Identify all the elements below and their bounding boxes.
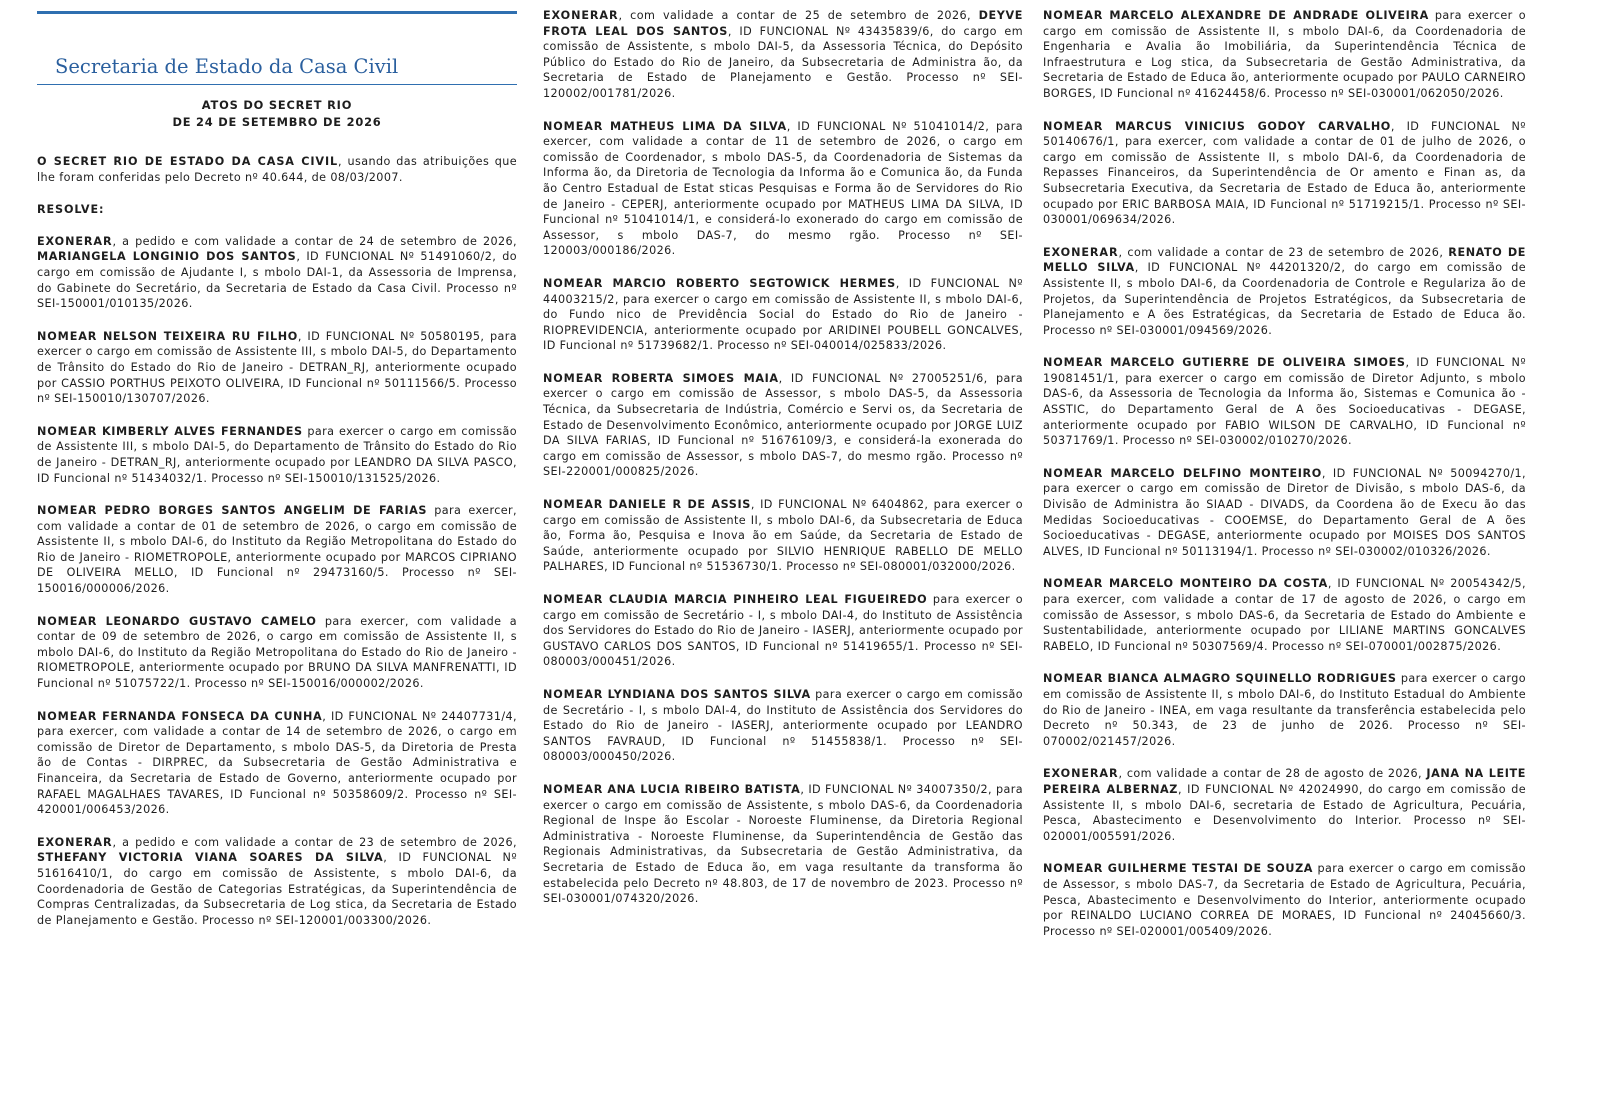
act-paragraph bbox=[543, 371, 1023, 480]
act-preamble: , a pedido e com validade a contar de 24 de setembro de 2026, bbox=[112, 234, 517, 248]
act-text: , ID FUNCIONAL Nº 51041014/2, para exercer, com validade a contar de 11 de setembro de 2026, o cargo em comissão de Coordenador, s mbolo DAS-5, da Coordenadoria de Sistemas da Informa ão, da Diretoria de Tecnologia da Informa ão e Comunica ão, da Funda ão Centro Estadual de Estat sticas Pesquisas e Forma ão de Servidores do Rio de Janeiro - CEPERJ, anteriormente ocupado por MATHEUS LIMA DA SILVA, ID Funcional nº 51041014/1, e considerá-lo exonerado do cargo em comissão de Assessor, s mbolo DAS-7, do mesmo rgão. Processo nº SEI-120003/000186/2026. bbox=[543, 119, 1023, 258]
act-verb: NOMEAR bbox=[543, 782, 604, 796]
act-text: , ID FUNCIONAL Nº 51491060/2, do cargo em comissão de Ajudante I, s mbolo DAI-1, da Assessoria de Imprensa, do Gabinete do Secretário, da Secretaria de Estado da Casa Civil. Processo nº SEI-150001/010135/2026. bbox=[37, 250, 517, 311]
act-person-name: MARCELO GUTIERRE DE OLIVEIRA SIMOES bbox=[1110, 356, 1406, 370]
acts-list-column-3 bbox=[1043, 8, 1526, 939]
act-preamble: , com validade a contar de 23 de setembro de 2026, bbox=[1118, 245, 1449, 259]
act-verb: EXONERAR bbox=[1043, 767, 1119, 781]
act-paragraph bbox=[543, 276, 1023, 354]
act-verb: NOMEAR bbox=[1043, 672, 1104, 686]
act-text: , ID FUNCIONAL Nº 44201320/2, do cargo em comissão de Assistente II, s mbolo DAI-6, da Coordenadoria de Controle e Regulariza ão de Projetos, da Superintendência de Projetos Estratégicos, da Subsecretaria de Planejamento e A ões Estratégicas, da Secretaria de Estado de Educa ão. Processo nº SEI-030001/094569/2026. bbox=[1043, 261, 1526, 337]
act-person-name: DEYVE FROTA LEAL DOS SANTOS bbox=[543, 9, 1023, 38]
act-person-name: ROBERTA SIMOES MAIA bbox=[611, 371, 779, 385]
act-person-name: RENATO DE MELLO SILVA bbox=[1043, 245, 1527, 275]
act-verb: NOMEAR bbox=[1043, 119, 1104, 133]
act-person-name: NELSON TEIXEIRA RU FILHO bbox=[102, 329, 298, 343]
act-person-name: GUILHERME TESTAI DE SOUZA bbox=[1107, 862, 1314, 876]
intro-text: , usando das atribuições que lhe foram conferidas pelo Decreto nº 40.644, de 08/03/2007. bbox=[37, 155, 517, 184]
act-text: para exercer o cargo em comissão de Secretário - I, s mbolo DAI-4, do Instituto de Assistência dos Servidores do Estado do Rio de Janeiro - IASERJ, anteriormente ocupado por LEANDRO SANTOS FAVRAUD, ID Funcional nº 51455838/1. Processo nº SEI-080003/000450/2026. bbox=[543, 687, 1023, 764]
acts-list-column-2 bbox=[543, 8, 1023, 907]
act-person-name: LYNDIANA DOS SANTOS SILVA bbox=[607, 687, 811, 701]
act-text: , ID FUNCIONAL Nº 20054342/5, para exercer, com validade a contar de 17 de agosto de 2026, o cargo em comissão de Assessor, s mbolo DAS-6, da Secretaria de Estado do Ambiente e Sustentabilidade, anteriormente ocupado por LILIANE MARTINS GONCALVES RABELO, ID Funcional nº 50307569/4. Processo nº SEI-070001/002875/2026. bbox=[1043, 577, 1526, 653]
act-paragraph bbox=[543, 592, 1023, 670]
act-verb: EXONERAR bbox=[543, 9, 619, 22]
act-preamble bbox=[97, 615, 105, 628]
act-text: , ID FUNCIONAL Nº 42024990, do cargo em comissão de Assistente II, s mbolo DAI-6, secretaria de Estado de Agricultura, Pecuária, Pesca, Abastecimento e Desenvolvimento do Interior. Processo nº SEI-020001/005591/2026. bbox=[1043, 782, 1526, 843]
act-person-name: KIMBERLY ALVES FERNANDES bbox=[101, 424, 303, 438]
act-paragraph bbox=[1043, 766, 1526, 844]
act-text: , ID FUNCIONAL Nº 27005251/6, para exercer o cargo em comissão de Assessor, s mbolo DAS-5, da Assessoria Técnica, da Subsecretaria de Indústria, Comércio e Servi os, da Secretaria de Estado de Desenvolvimento Econômico, anteriormente ocupado por JORGE LUIZ DA SILVA FARIAS, ID Funcional nº 51676109/3, e considerá-la exonerada do cargo em comissão de Assessor, s mbolo DAS-7, do mesmo rgão. Processo nº SEI-220001/000825/2026. bbox=[543, 371, 1023, 479]
act-verb: NOMEAR bbox=[543, 119, 604, 133]
act-paragraph bbox=[37, 709, 517, 818]
act-paragraph bbox=[37, 614, 517, 692]
act-person-name: DANIELE R DE ASSIS bbox=[608, 498, 751, 512]
act-paragraph bbox=[37, 424, 517, 486]
act-verb: NOMEAR bbox=[1043, 466, 1104, 480]
act-paragraph bbox=[543, 8, 1023, 102]
act-verb: NOMEAR bbox=[1043, 577, 1104, 591]
act-person-name: CLAUDIA MARCIA PINHEIRO LEAL FIGUEIREDO bbox=[608, 593, 928, 606]
act-verb: NOMEAR bbox=[543, 371, 604, 385]
act-text: , ID FUNCIONAL Nº 50580195, para exercer o cargo em comissão de Assistente III, s mbolo DAI-5, do Departamento de Trânsito do Estado do Rio de Janeiro - DETRAN_RJ, anteriormente ocupado por CASSIO PORTHUS PEIXOTO OLIVEIRA, ID Funcional nº 50111566/5. Processo nº SEI-150010/130707/2026. bbox=[37, 329, 517, 406]
act-paragraph bbox=[1043, 861, 1526, 939]
act-person-name: FERNANDA FONSECA DA CUNHA bbox=[102, 709, 323, 723]
intro-paragraph bbox=[37, 154, 517, 185]
act-paragraph bbox=[1043, 355, 1526, 449]
column-1 bbox=[37, 8, 517, 945]
act-person-name: ANA LUCIA RIBEIRO BATISTA bbox=[607, 782, 801, 796]
act-person-name: MATHEUS LIMA DA SILVA bbox=[610, 119, 787, 133]
act-paragraph bbox=[1043, 671, 1526, 749]
act-person-name: MARCELO MONTEIRO DA COSTA bbox=[1108, 577, 1328, 591]
act-person-name: MARCELO ALEXANDRE DE ANDRADE OLIVEIRA bbox=[1109, 9, 1429, 22]
act-paragraph bbox=[543, 119, 1023, 259]
act-person-name: MARIANGELA LONGINIO DOS SANTOS bbox=[37, 250, 297, 264]
act-text: para exercer o cargo em comissão de Assistente III, s mbolo DAI-5, do Departamento de Trânsito do Estado do Rio de Janeiro - DETRAN_RJ, anteriormente ocupado por LEANDRO DA SILVA PASCO, ID Funcional nº 51434032/1. Processo nº SEI-150010/131525/2026. bbox=[37, 424, 517, 485]
top-rule bbox=[37, 11, 517, 14]
act-verb: NOMEAR bbox=[37, 709, 98, 723]
act-text: , ID FUNCIONAL Nº 51616410/1, do cargo em comissão de Assistente, s mbolo DAI-6, da Coordenadoria de Gestão de Categorias Estratégicas, da Superintendência de Compras Centralizadas, da Subsecretaria de Log stica, da Secretaria de Estado de Planejamento e Gestão. Processo nº SEI-120001/003300/2026. bbox=[37, 851, 517, 927]
act-text: , ID FUNCIONAL Nº 43435839/6, do cargo em comissão de Assistente, s mbolo DAI-5, da Assessoria Técnica, do Depósito Público do Estado do Rio de Janeiro, da Subsecretaria de Administra ão, da Secretaria de Estado de Planejamento e Gestão. Processo nº SEI-120002/001781/2026. bbox=[543, 24, 1023, 100]
act-person-name: STHEFANY VICTORIA VIANA SOARES DA SILVA bbox=[37, 851, 384, 865]
act-verb: EXONERAR bbox=[37, 835, 113, 849]
act-person-name: PEDRO BORGES SANTOS ANGELIM DE FARIAS bbox=[104, 504, 428, 518]
act-text: , ID FUNCIONAL Nº 34007350/2, para exercer o cargo em comissão de Assistente, s mbolo DAS-6, da Coordenadoria Regional de Inspe ão Escolar - Noroeste Fluminense, da Diretoria Regional Administrativa - Noroeste Fluminense, da Superintendência de Gestão das Regionais Administrativas, da Subsecretaria de Gestão Administrativa, da Secretaria de Estado de Educa ão, em vaga resultante da transforma ão estabelecida pelo Decreto nº 48.803, de 17 de novembro de 2023. Processo nº SEI-030001/074320/2026. bbox=[543, 782, 1023, 906]
act-paragraph bbox=[37, 329, 517, 407]
act-verb: NOMEAR bbox=[37, 614, 98, 628]
act-text: , ID FUNCIONAL Nº 6404862, para exercer o cargo em comissão de Assistente II, s mbolo DAI-6, da Subsecretaria de Educa ão, Forma ão, Pesquisa e Inova ão em Saúde, da Secretaria de Estado de Saúde, anteriormente ocupado por SILVIO HENRIQUE RABELLO DE MELLO PALHARES, ID Funcional nº 51536730/1. Processo nº SEI-080001/032000/2026. bbox=[543, 498, 1023, 574]
act-verb: NOMEAR bbox=[543, 687, 604, 701]
section-title: Secretaria de Estado da Casa Civil bbox=[55, 55, 399, 78]
act-paragraph bbox=[37, 234, 517, 312]
act-paragraph bbox=[37, 835, 517, 929]
act-text: para exercer o cargo em comissão de Assessor, s mbolo DAS-7, da Secretaria de Estado de Agricultura, Pecuária, Pesca, Abastecimento e Desenvolvimento do Interior, anteriormente ocupado por REINALDO LUCIANO CORREA DE MORAES, ID Funcional nº 24045660/3. Processo nº SEI-020001/005409/2026. bbox=[1043, 862, 1527, 938]
act-verb: NOMEAR bbox=[543, 498, 604, 512]
act-person-name: JANA NA LEITE PEREIRA ALBERNAZ bbox=[1043, 767, 1526, 796]
act-preamble bbox=[1103, 120, 1115, 133]
act-verb: NOMEAR bbox=[1043, 356, 1104, 370]
act-verb: EXONERAR bbox=[1043, 245, 1119, 259]
column-3 bbox=[1043, 8, 1526, 956]
intro-subject: O SECRET RIO DE ESTADO DA CASA CIVIL bbox=[37, 155, 339, 168]
act-verb: NOMEAR bbox=[543, 593, 604, 606]
act-person-name: MARCUS VINICIUS GODOY CARVALHO bbox=[1115, 119, 1391, 133]
act-text: , ID FUNCIONAL Nº 50094270/1, para exercer o cargo em comissão de Diretor de Divisão, s mbolo DAS-6, da Divisão de Administra ão SIAAD - DIVADS, da Coordena ão de Execu ão das Medidas Socioeducativas - COOEMSE, do Departamento Geral de A ões Socioeducativas - DEGASE, anteriormente ocupado por MOISES DOS SANTOS ALVES, ID Funcional nº 50113194/1. Processo nº SEI-030002/010326/2026. bbox=[1043, 466, 1526, 558]
act-text: , ID FUNCIONAL Nº 19081451/1, para exercer o cargo em comissão de Diretor Adjunto, s mbolo DAS-6, da Assessoria de Tecnologia da Informa ão, Sistemas e Comunica ão - ASSTIC, do Departamento Geral de A ões Socioeducativas - DEGASE, anteriormente ocupado por FABIO WILSON DE CARVALHO, ID Funcional nº 50371769/1. Processo nº SEI-030002/010270/2026. bbox=[1043, 356, 1526, 448]
act-paragraph bbox=[1043, 119, 1526, 228]
act-text: para exercer, com validade a contar de 01 de setembro de 2026, o cargo em comissão de Assistente II, s mbolo DAI-6, do Instituto da Região Metropolitana do Estado do Rio de Janeiro - RIOMETROPOLE, anteriormente ocupado por MARCOS CIPRIANO DE OLIVEIRA MELLO, ID Funcional nº 29473160/5. Processo nº SEI-150016/000006/2026. bbox=[37, 504, 517, 596]
title-rule bbox=[37, 84, 517, 85]
act-text: para exercer o cargo em comissão de Secretário - I, s mbolo DAI-4, do Instituto de Assistência dos Servidores do Estado do Rio de Janeiro - IASERJ, anteriormente ocupado por GUSTAVO CARLOS DOS SANTOS, ID Funcional nº 51419655/1. Processo nº SEI-080003/000451/2026. bbox=[543, 593, 1023, 669]
act-verb: NOMEAR bbox=[37, 329, 98, 343]
act-person-name: MARCELO DELFINO MONTEIRO bbox=[1110, 466, 1322, 480]
act-paragraph bbox=[1043, 466, 1526, 560]
act-verb: NOMEAR bbox=[37, 504, 98, 518]
act-verb: EXONERAR bbox=[37, 234, 113, 248]
act-preamble: , a pedido e com validade a contar de 23 de setembro de 2026, bbox=[112, 835, 517, 849]
resolve-label: RESOLVE: bbox=[37, 203, 105, 217]
act-preamble: , com validade a contar de 25 de setembro de 2026, bbox=[618, 9, 979, 22]
act-text: para exercer, com validade a contar de 09 de setembro de 2026, o cargo em comissão de Assistente II, s mbolo DAI-6, do Instituto da Região Metropolitana do Estado do Rio de Janeiro - RIOMETROPOLE, anteriormente ocupado por BRUNO DA SILVA MANFRENATTI, ID Funcional nº 51075722/1. Processo nº SEI-150016/000002/2026. bbox=[37, 614, 517, 691]
act-person-name: BIANCA ALMAGRO SQUINELLO RODRIGUES bbox=[1107, 672, 1397, 686]
act-text: , ID FUNCIONAL Nº 24407731/4, para exercer, com validade a contar de 14 de setembro de 2026, o cargo em comissão de Diretor de Departamento, s mbolo DAS-5, da Diretoria de Presta ão de Contas - DIRPREC, da Subsecretaria de Gestão Administrativa e Financeira, da Secretaria de Estado de Governo, anteriormente ocupado por RAFAEL MAGALHAES TAVARES, ID Funcional nº 50358609/2. Processo nº SEI-420001/006453/2026. bbox=[37, 709, 517, 817]
act-preamble: , com validade a contar de 28 de agosto de 2026, bbox=[1118, 767, 1427, 781]
act-paragraph bbox=[543, 497, 1023, 575]
act-paragraph bbox=[37, 503, 517, 597]
act-person-name: MARCIO ROBERTO SEGTOWICK HERMES bbox=[612, 276, 896, 290]
acts-list-column-1 bbox=[37, 234, 517, 929]
act-paragraph bbox=[1043, 576, 1526, 654]
act-verb: NOMEAR bbox=[1043, 9, 1104, 22]
act-preamble bbox=[603, 372, 611, 385]
acts-heading-line-2: DE 24 DE SETEMBRO DE 2026 bbox=[172, 115, 382, 129]
act-verb: NOMEAR bbox=[37, 424, 98, 438]
act-verb: NOMEAR bbox=[543, 276, 604, 290]
act-person-name: LEONARDO GUSTAVO CAMELO bbox=[105, 614, 317, 628]
act-paragraph bbox=[1043, 245, 1526, 339]
act-text: , ID FUNCIONAL Nº 44003215/2, para exercer o cargo em comissão de Assistente II, s mbolo DAI-6, do Fundo nico de Previdência Social do Estado do Rio de Janeiro - RIOPREVIDENCIA, anteriormente ocupado por ARIDINEI POUBELL GONCALVES, ID Funcional nº 51739682/1. Processo nº SEI-040014/025833/2026. bbox=[543, 276, 1023, 353]
column-2 bbox=[543, 8, 1023, 924]
act-preamble bbox=[97, 504, 104, 517]
act-paragraph bbox=[543, 687, 1023, 765]
act-text: para exercer o cargo em comissão de Assistente II, s mbolo DAI-6, do Instituto Estadual do Ambiente do Rio de Janeiro - INEA, em vaga resultante da transferência estabelecida pelo Decreto nº 50.343, de 23 de junho de 2026. Processo nº SEI-070002/021457/2026. bbox=[1043, 672, 1526, 748]
act-paragraph bbox=[543, 782, 1023, 907]
act-text: , ID FUNCIONAL Nº 50140676/1, para exercer, com validade a contar de 01 de julho de 2026, o cargo em comissão de Assistente II, s mbolo DAI-6, da Coordenadoria de Repasses Financeiros, da Superintendência de Or amento e Finan as, da Subsecretaria Executiva, da Secretaria de Estado de Educa ão, anteriormente ocupado por ERIC BARBOSA MAIA, ID Funcional nº 51719215/1. Processo nº SEI-030001/069634/2026. bbox=[1043, 119, 1526, 227]
acts-heading-line-1: ATOS DO SECRET RIO bbox=[201, 98, 353, 112]
act-paragraph bbox=[1043, 8, 1526, 102]
act-verb: NOMEAR bbox=[1043, 862, 1104, 876]
act-text: para exercer o cargo em comissão de Assistente II, s mbolo DAI-6, da Coordenadoria de Engenharia e Avalia ão Imobiliária, da Superintendência Técnica de Infraestrutura e Log stica, da Subsecretaria de Gestão Administrativa, da Secretaria de Estado de Educa ão, anteriormente ocupado por PAULO CARNEIRO BORGES, ID Funcional nº 41624458/6. Processo nº SEI-030001/062050/2026. bbox=[1043, 9, 1526, 100]
